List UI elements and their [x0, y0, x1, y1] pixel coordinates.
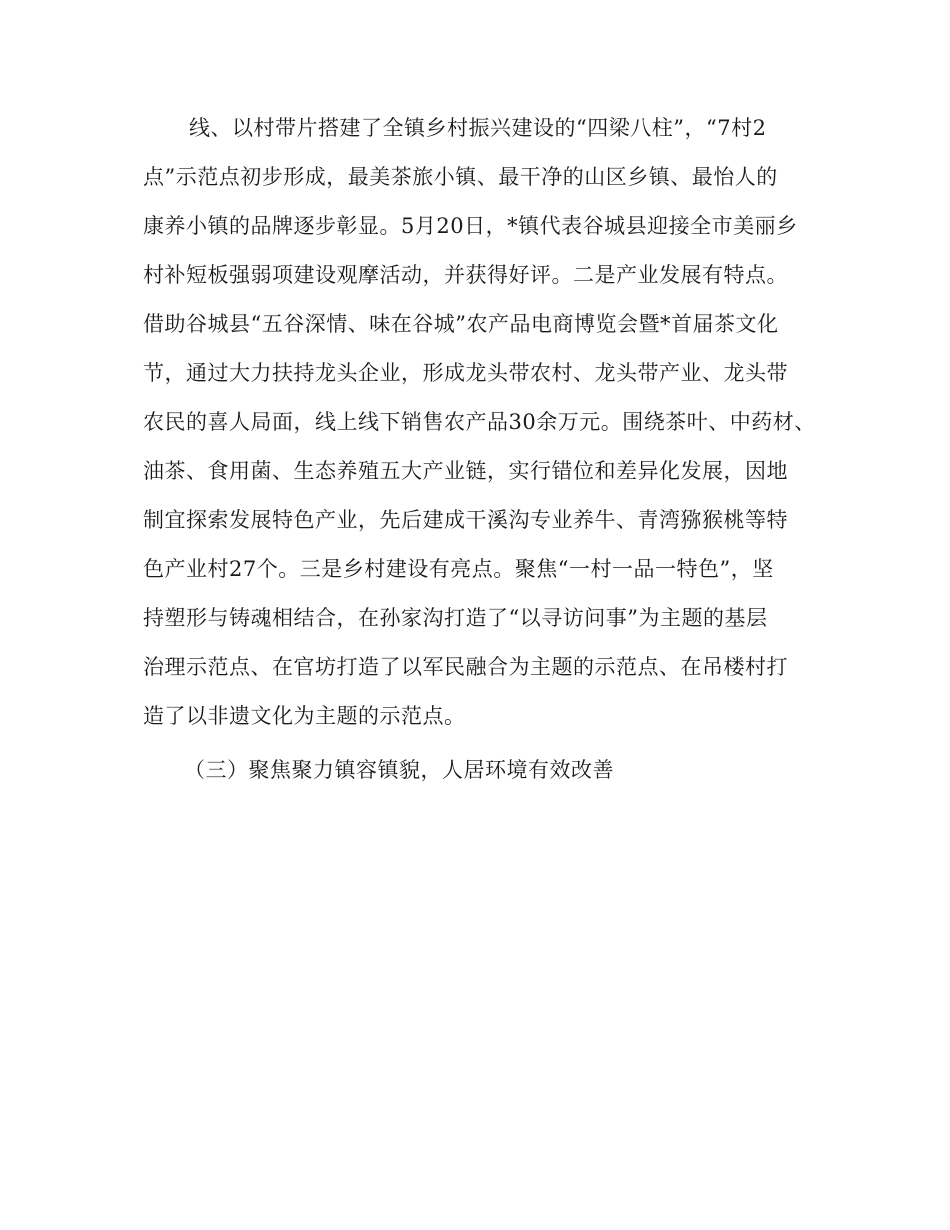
- paragraph-line-12: 治理示范点、在官坊打造了以军民融合为主题的示范点、在吊楼村打: [143, 655, 788, 679]
- section-heading: （三）聚焦聚力镇容镇貌，人居环境有效改善: [184, 758, 614, 782]
- paragraph-line-13: 造了以非遗文化为主题的示范点。: [143, 704, 466, 728]
- paragraph-line-10: 色产业村27个。三是乡村建设有亮点。聚焦“一村一品一特色”，坚: [143, 557, 774, 581]
- paragraph-line-2: 点”示范点初步形成，最美茶旅小镇、最干净的山区乡镇、最怡人的: [143, 165, 778, 189]
- paragraph-line-5: 借助谷城县“五谷深情、味在谷城”农产品电商博览会暨*首届茶文化: [143, 312, 779, 336]
- paragraph-line-9: 制宜探索发展特色产业，先后建成干溪沟专业养牛、青湾猕猴桃等特: [143, 508, 788, 532]
- paragraph-line-6: 节，通过大力扶持龙头企业，形成龙头带农村、龙头带产业、龙头带: [143, 361, 788, 385]
- paragraph-line-7: 农民的喜人局面，线上线下销售农产品30余万元。围绕茶叶、中药材、: [143, 410, 816, 434]
- paragraph-line-4: 村补短板强弱项建设观摩活动，并获得好评。二是产业发展有特点。: [143, 263, 788, 287]
- paragraph-line-3: 康养小镇的品牌逐步彰显。5月20日，*镇代表谷城县迎接全市美丽乡: [143, 214, 798, 238]
- paragraph-line-11: 持塑形与铸魂相结合，在孙家沟打造了“以寻访问事”为主题的基层: [143, 606, 768, 630]
- paragraph-line-8: 油茶、食用菌、生态养殖五大产业链，实行错位和差异化发展，因地: [143, 459, 788, 483]
- paragraph-line-1: 线、以村带片搭建了全镇乡村振兴建设的“四梁八柱”，“7村2: [189, 116, 767, 140]
